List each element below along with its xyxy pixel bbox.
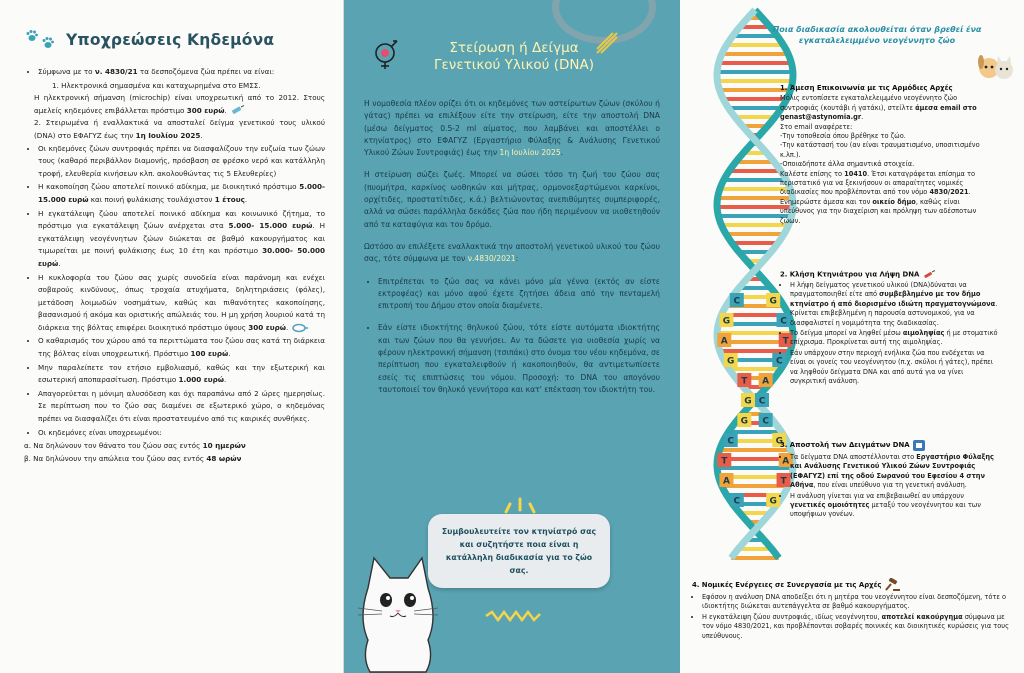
- dog-cat-icon: [976, 50, 1014, 84]
- dna-base-letter: G: [769, 496, 777, 507]
- dna-base-letter: C: [758, 396, 766, 407]
- syringe-icon: [229, 105, 245, 116]
- syringe-icon: [922, 270, 936, 279]
- dna-base-letter: C: [727, 436, 735, 447]
- dna-base-letter: G: [740, 416, 749, 427]
- dna-base-letter: G: [727, 356, 735, 367]
- bullet-leash: • Η κυκλοφορία του ζώου σας χωρίς συνοδεία είναι παράνομη και ενέχει σοβαρούς κινδύνους, όπως τροχαία ατυχήματα, δηλητηριάσεις (φόλες), μετάδοση λοιμωδών νοσημάτων, καθώς και πιθανότητες κακοποίησης, βασανισμού ή ακόμα και οριστικής απώλειάς του. Η μη χρήση λουριού κατά τη διάρκεια της βόλτας επιφέρει διοικητικό πρόστιμο ύψους 300 ευρώ.: [38, 272, 325, 335]
- dna-base-letter: C: [733, 496, 741, 507]
- dna-base-letter: G: [775, 436, 783, 447]
- bullet-welfare: • Οι κηδεμόνες ζώων συντροφιάς πρέπει να διασφαλίζουν την ευζωία των ζώων τους (καθαρό περιβάλλον διαμονής, πρόσβαση σε φρέσκο νερό και κατάλληλη τροφή, ελευθερία κινήσεων κλπ. ακολουθώντας τις 5 Ελευθερίες): [38, 143, 325, 181]
- sterilization-body: [364, 98, 660, 406]
- dna-base-letter: C: [780, 316, 787, 327]
- dna-base-letter: T: [741, 376, 748, 387]
- cat-illustration-icon: [348, 548, 448, 673]
- step-4-felony: • Η εγκατάλειψη ζώου συντροφιάς, ιδίως νεογέννητου, αποτελεί κακούργημα σύμφωνα με τον νόμο 4830/2021, και προβλέπονται σοβαρές ποινικές και διοικητικές κυρώσεις για τους υπεύθυνους.: [702, 613, 1014, 641]
- step-2-parents: • Εάν υπάρχουν στην περιοχή ενήλικα ζώα που ενδέχεται να είναι οι γονείς του νεογέννητου (π.χ. σκύλοι ή γάτες), πρέπει να ληφθούν δείγματα DNA και από αυτά για να γίνει συγκριτική ανάλυση.: [790, 349, 1000, 387]
- step-4-title: 4. Νομικές Ενέργειες σε Συνεργασία με τις Αρχές: [692, 578, 1014, 592]
- leash-icon: [291, 323, 309, 333]
- obligation-death: α. Να δηλώνουν τον θάνατο του ζώου σας εντός 10 ημερών: [24, 441, 246, 451]
- bullet-chaining: • Απαγορεύεται η μόνιμη αλυσόδεση και όχι παραπάνω από 2 ώρες ημερησίως. Σε περίπτωση που το ζώο σας διαμένει σε εξωτερικό χώρο, ο κηδεμόνας πρέπει να διασφαλίζει ότι είναι προστατευμένο από τις καιρικές συνθήκες.: [38, 388, 325, 426]
- panel1-header: [24, 28, 325, 52]
- step-1-municipality: Ενημερώστε άμεσα και τον οικείο δήμο, καθώς είναι υπεύθυνος για την διαχείριση και πρόληψη των αδέσποτων ζώων.: [780, 197, 977, 225]
- dna-alternative: Ωστόσο αν επιλέξετε εναλλακτικά την αποστολή γενετικού υλικού του ζώου σας, τότε σύμφωνα με τον ν.4830/2021:: [364, 241, 660, 264]
- bullet-vaccination: • Μην παραλείπετε τον ετήσιο εμβολιασμό, καθώς και την εξωτερική και εσωτερική αποπαρασίτωση. Πρόστιμο 1.000 ευρώ.: [38, 362, 325, 387]
- law-paragraph: Η νομοθεσία πλέον ορίζει ότι οι κηδεμόνες των αστείρωτων ζώων (σκύλου ή γάτας) πρέπει να επιλέξουν είτε την στείρωση, είτε την αποστολή DNA (μέσω δείγματος 0.5-2 ml αίματος, που λαμβάνει και αποστέλλει ο κτηνίατρος) στο ΕΦΑΓΥΖ (Εργαστήριο Φύλαξης & Ανάλυσης Γενετικού Υλικού Ζώων Συντροφιάς) έως την 1η Ιουλίου 2025.: [364, 99, 660, 158]
- step-1-email: Μόλις εντοπίσετε εγκαταλελειμμένο νεογέννητο ζώο συντροφιάς (κουτάβι ή γατάκι), στείλτε άμεσα email στο genast@astynomia.gr.: [780, 94, 977, 122]
- step-2-method: • Το δείγμα μπορεί να ληφθεί μέσω αιμοληψίας ή με στοματικό επίχρισμα. Προκρίνεται αυτή της αιμοληψίας.: [790, 329, 1000, 348]
- panel-sterilization-dna: [344, 0, 680, 673]
- bullet-owners-obliged: • Οι κηδεμόνες είναι υποχρεωμένοι:: [38, 427, 325, 440]
- panel2-title: [368, 40, 660, 74]
- procedure-title: Ποια διαδικασία ακολουθείται όταν βρεθεί ένα εγκαταλελειμμένο νεογέννητο ζώο: [772, 25, 982, 45]
- dna-base-letter: C: [762, 416, 769, 427]
- step-1-email-contents: Στο email αναφέρετε:: [780, 122, 853, 131]
- dna-base-letter: C: [733, 296, 741, 307]
- intro-line: • Σύμφωνα με το ν. 4830/21 τα δεσποζόμενα ζώα πρέπει να είναι:: [38, 66, 325, 79]
- panel2-title-line2: Γενετικού Υλικού (DNA): [433, 57, 595, 73]
- panel-abandoned-newborn-procedure: [680, 0, 1024, 673]
- step-2-title: 2. Κλήση Κτηνιάτρου για Λήψη DNA: [780, 270, 1000, 280]
- dna-base-letter: A: [720, 336, 728, 347]
- obligation-loss: β. Να δηλώνουν την απώλεια του ζώου σας εντός 48 ωρών: [24, 453, 242, 463]
- step-1: [780, 84, 980, 226]
- vet-advice-bubble: Συμβουλευτείτε τον κτηνίατρό σας και συζητήστε ποια είναι η κατάλληλη διαδικασία για το ζώο σας.: [428, 514, 610, 588]
- step-4-prosecution: • Εφόσον η ανάλυση DNA αποδείξει ότι η μητέρα του νεογέννητου είναι δεσποζόμενη, τότε ο ιδιοκτήτης διώκεται αυτεπάγγελτα σε βαθμό κακουργήματος.: [702, 593, 1014, 612]
- bullet-cleaning: • Ο καθαρισμός του χώρου από τα περιττώματα του ζώου σας κατά τη διάρκεια της βόλτας είναι υποχρεωτική. Πρόστιμο 100 ευρώ.: [38, 335, 325, 360]
- microchip-note: Η ηλεκτρονική σήμανση (microchip) είναι υποχρεωτική από το 2012. Στους αμελείς κηδεμόνες επιβάλλεται πρόστιμο 300 ευρώ.: [34, 93, 325, 115]
- dna-base-letter: G: [744, 396, 752, 407]
- paw-prints-icon: [24, 28, 58, 52]
- step-3: [780, 438, 1000, 521]
- dna-base-letter: G: [722, 316, 731, 327]
- step-1-location: -Την τοποθεσία όπου βρέθηκε το ζώο.: [780, 132, 906, 141]
- step-2: [780, 270, 1000, 387]
- dna-base-letter: T: [780, 476, 787, 487]
- page-title: Υποχρεώσεις Κηδεμόνα: [66, 31, 275, 49]
- step-3-lab: • Τα δείγματα DNA αποστέλλονται στο Εργαστήριο Φύλαξης και Ανάλυσης Γενετικού Υλικού Ζώων Συντροφιάς (ΕΦΑΓΥΖ) επί της οδού Σωρανού του Εφεσίου 4 στην Αθήνα, που είναι υπεύθυνο για τη γενετική ανάλυση.: [790, 453, 1000, 491]
- sample-vial-icon: [912, 438, 926, 452]
- step-1-call: Καλέστε επίσης το 10410. Έτσι καταγράφεται επίσημα το περιστατικό για να ξεκινήσουν οι απαραίτητες νομικές διαδικασίες που προβλέπονται από τον νόμο 4830/2021.: [780, 169, 975, 197]
- dna-base-letter: C: [775, 356, 783, 367]
- dna-base-letter: G: [769, 296, 777, 307]
- obligation-item-2: 2. Στειρωμένα ή εναλλακτικά να αποσταλεί δείγμα γενετικού τους υλικού (DNA) στο ΕΦΑΓΥΖ έως την 1η Ιουλίου 2025.: [34, 118, 325, 140]
- step-1-condition: -Την κατάστασή του (αν είναι τραυματισμένο, υποσιτισμένο κ.λπ.).: [780, 141, 980, 159]
- dna-base-letter: A: [762, 376, 770, 387]
- zigzag-decoration-icon: [484, 610, 544, 622]
- light-rays-icon: [500, 496, 540, 516]
- step-1-title: 1. Άμεση Επικοινωνία με τις Αρμόδιες Αρχές: [780, 84, 953, 92]
- dna-base-letter: A: [722, 476, 730, 487]
- step-1-other: -Οποιαδήποτε άλλα σημαντικά στοιχεία.: [780, 160, 915, 169]
- bullet-abuse: • Η κακοποίηση ζώου αποτελεί ποινικό αδίκημα, με διοικητικό πρόστιμο 5.000- 15.000 ευρώ και ποινή φυλάκισης τουλάχιστον 1 έτους.: [38, 181, 325, 206]
- dna-rule-one-litter: • Επιτρέπεται το ζώο σας να κάνει μόνο μία γέννα (εκτός αν είστε εκτροφέας) και μόνο αφού έχετε ζητήσει άδεια από την πενταμελή επιτροπή του Δήμου στον οποία διαμένετε.: [378, 276, 660, 313]
- step-2-who: • Η λήψη δείγματος γενετικού υλικού (DNA)δύναται να πραγματοποιηθεί είτε από συμβεβλημένο με τον δήμο κτηνίατρο ή από διορισμένο ιδιώτη πραγματογνώμονα. Κρίνεται επιβεβλημένη η παρουσία αστυνομικού, για να διασφαλιστεί η νομιμότητα της διαδικασίας.: [790, 281, 1000, 328]
- dna-rule-ownership: • Εάν είστε ιδιοκτήτης θηλυκού ζώου, τότε είστε αυτόματα ιδιοκτήτης και των ζώων που θα γεννήσει. Αν τα δώσετε για υιοθεσία χωρίς να φέρουν ηλεκτρονική σήμανση (τσιπάκι) στο όνομα του νέου κηδεμόνα, σε περίπτωση που εγκαταλειφθούν ή κακοποιηθούν, θα αντιμετωπίσετε εσείς τις επιπτώσεις του νόμου. Προσοχή: το DNA του απογόνου ταυτοποιεί τον θηλυκό γεννήτορα και κατ' επέκταση τον ιδιοκτήτη του.: [378, 322, 660, 396]
- bullet-abandonment: • Η εγκατάλειψη ζώου αποτελεί ποινικό αδίκημα και κοινωνικό ζήτημα, το πρόστιμο για εγκατάλειψη ζώων ανέρχεται στα 5.000- 15.000 ευρώ. Η εγκατάλειψη νεογέννητων ζώων διώκεται σε βαθμό κακουργήματος και τιμωρείται με ποινή φυλάκισης έως 10 έτη και πρόστιμο 30.000- 50.000 ευρώ.: [38, 208, 325, 271]
- dna-base-letter: A: [782, 456, 790, 467]
- panel-owner-obligations: [0, 0, 344, 673]
- gavel-icon: [884, 578, 900, 592]
- obligations-body: [24, 66, 325, 465]
- step-4: [692, 578, 1014, 642]
- step-3-title: 3. Αποστολή των Δειγμάτων DNA: [780, 438, 1000, 452]
- dna-base-letter: T: [721, 456, 728, 467]
- dna-base-letter: T: [782, 336, 789, 347]
- step-3-analysis: • Η ανάλυση γίνεται για να επιβεβαιωθεί αν υπάρχουν γενετικές ομοιότητες μεταξύ του νεογέννητου και των υποψήφιων γονέων.: [790, 492, 1000, 520]
- panel2-title-line1: Στείρωση ή Δείγμα: [449, 40, 579, 56]
- sterilization-benefits: Η στείρωση σώζει ζωές. Μπορεί να σώσει τόσο τη ζωή του ζώου σας (πυομήτρα, καρκίνος ωοθηκών και μήτρας, ορμονοεξαρτώμενοι καρκίνοι, ορχίτιδες, προστατίτιδες, κ.ά.) βελτιώνοντας ανεπιθύμητες συμπεριφορές, αλλά να σώσει παράλληλα δεκάδες ζώα που ήδη περιμένουν να υιοθετηθούν από τα καταφύγια και τον δρόμο.: [364, 170, 660, 229]
- obligation-item-1: 1. Ηλεκτρονικά σημασμένα και καταχωρημένα στο ΕΜΣΣ.: [52, 80, 261, 90]
